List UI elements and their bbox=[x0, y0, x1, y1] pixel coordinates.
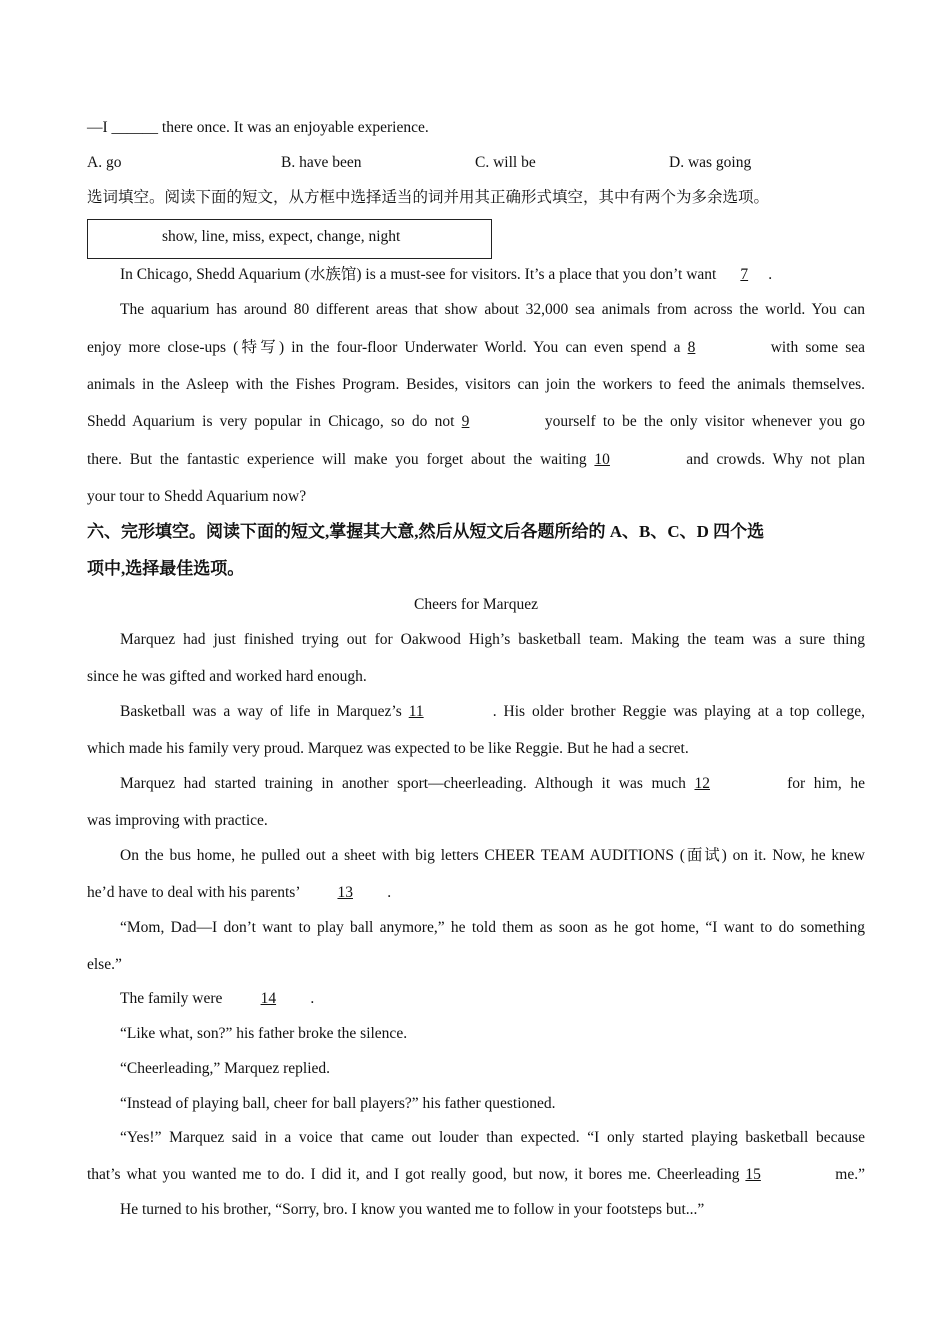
options-row bbox=[87, 152, 865, 174]
passage-line: was improving with practice. bbox=[87, 812, 268, 829]
passage-line: Marquez had started training in another sport—cheerleading. Although it was much 12 for him, he bbox=[120, 773, 865, 795]
passage-line: “Like what, son?” his father broke the silence. bbox=[120, 1025, 408, 1042]
blank-14: 14 bbox=[260, 990, 277, 1007]
passage-line: “Mom, Dad—I don’t want to play ball anymore,” he told them as soon as he got home, “I want to do something bbox=[120, 919, 865, 936]
passage-line: there. But the fantastic experience will make you forget about the waiting 10 and crowds. Why not plan bbox=[87, 449, 865, 471]
blank-15: 15 bbox=[745, 1166, 761, 1183]
passage-line: that’s what you wanted me to do. I did it, and I got really good, but now, it bores me. Cheerleading 15 me.” bbox=[87, 1164, 865, 1186]
option-b: B. have been bbox=[281, 154, 362, 171]
word-box-text: show, line, miss, expect, change, night bbox=[162, 228, 401, 245]
passage-line: The family were 14 . bbox=[120, 988, 865, 1010]
passage-line: Marquez had just finished trying out for Oakwood High’s basketball team. Making the team was a sure thing bbox=[120, 631, 865, 648]
passage-line: animals in the Asleep with the Fishes Program. Besides, visitors can join the workers to feed the animals themselves. bbox=[87, 376, 865, 393]
passage-line: which made his family very proud. Marquez was expected to be like Reggie. But he had a secret. bbox=[87, 740, 689, 757]
word-box bbox=[87, 219, 492, 259]
passage-line: He turned to his brother, “Sorry, bro. I know you wanted me to follow in your footsteps but...” bbox=[120, 1201, 705, 1218]
blank-8: 8 bbox=[687, 339, 696, 356]
option-c: C. will be bbox=[475, 154, 536, 171]
passage-line: “Instead of playing ball, cheer for ball players?” his father questioned. bbox=[120, 1095, 556, 1112]
passage-line: In Chicago, Shedd Aquarium (水族馆) is a must-see for visitors. It’s a place that you don’t want 7 . bbox=[120, 264, 865, 286]
question-line: —I ______ there once. It was an enjoyable experience. bbox=[87, 119, 429, 136]
passage-line: since he was gifted and worked hard enough. bbox=[87, 668, 367, 685]
blank-9: 9 bbox=[461, 413, 470, 430]
section6-heading: 六、完形填空。阅读下面的短文,掌握其大意,然后从短文后各题所给的 A、B、C、D 四个选 bbox=[87, 522, 765, 541]
blank-7: 7 bbox=[740, 266, 749, 283]
blank-13: 13 bbox=[337, 884, 353, 901]
passage-line: else.” bbox=[87, 956, 122, 973]
passage-title: Cheers for Marquez bbox=[414, 596, 538, 613]
passage-line: On the bus home, he pulled out a sheet with big letters CHEER TEAM AUDITIONS (面试) on it. Now, he knew bbox=[120, 847, 865, 864]
passage-line: your tour to Shedd Aquarium now? bbox=[87, 488, 307, 505]
passage-line: “Yes!” Marquez said in a voice that came out louder than expected. “I only started playing basketball because bbox=[120, 1129, 865, 1146]
section5-instruction: 选词填空。阅读下面的短文，从方框中选择适当的词并用其正确形式填空，其中有两个为多余选项。 bbox=[87, 189, 770, 206]
passage-line: Basketball was a way of life in Marquez’s 11 . His older brother Reggie was playing at a top college, bbox=[120, 701, 865, 723]
passage-line: The aquarium has around 80 different areas that show about 32,000 sea animals from across the world. You can bbox=[120, 301, 865, 318]
blank-11: 11 bbox=[408, 703, 424, 720]
blank-12: 12 bbox=[694, 775, 710, 792]
section6-heading: 项中,选择最佳选项。 bbox=[87, 559, 245, 578]
option-a: A. go bbox=[87, 154, 122, 171]
passage-line: he’d have to deal with his parents’ 13 . bbox=[87, 882, 865, 904]
passage-line: “Cheerleading,” Marquez replied. bbox=[120, 1060, 331, 1077]
blank-10: 10 bbox=[594, 451, 610, 468]
option-d: D. was going bbox=[669, 154, 752, 171]
passage-line: Shedd Aquarium is very popular in Chicago, so do not 9 yourself to be the only visitor whenever you go bbox=[87, 411, 865, 433]
passage-line: enjoy more close-ups (特写) in the four-floor Underwater World. You can even spend a 8 with some sea bbox=[87, 337, 865, 359]
